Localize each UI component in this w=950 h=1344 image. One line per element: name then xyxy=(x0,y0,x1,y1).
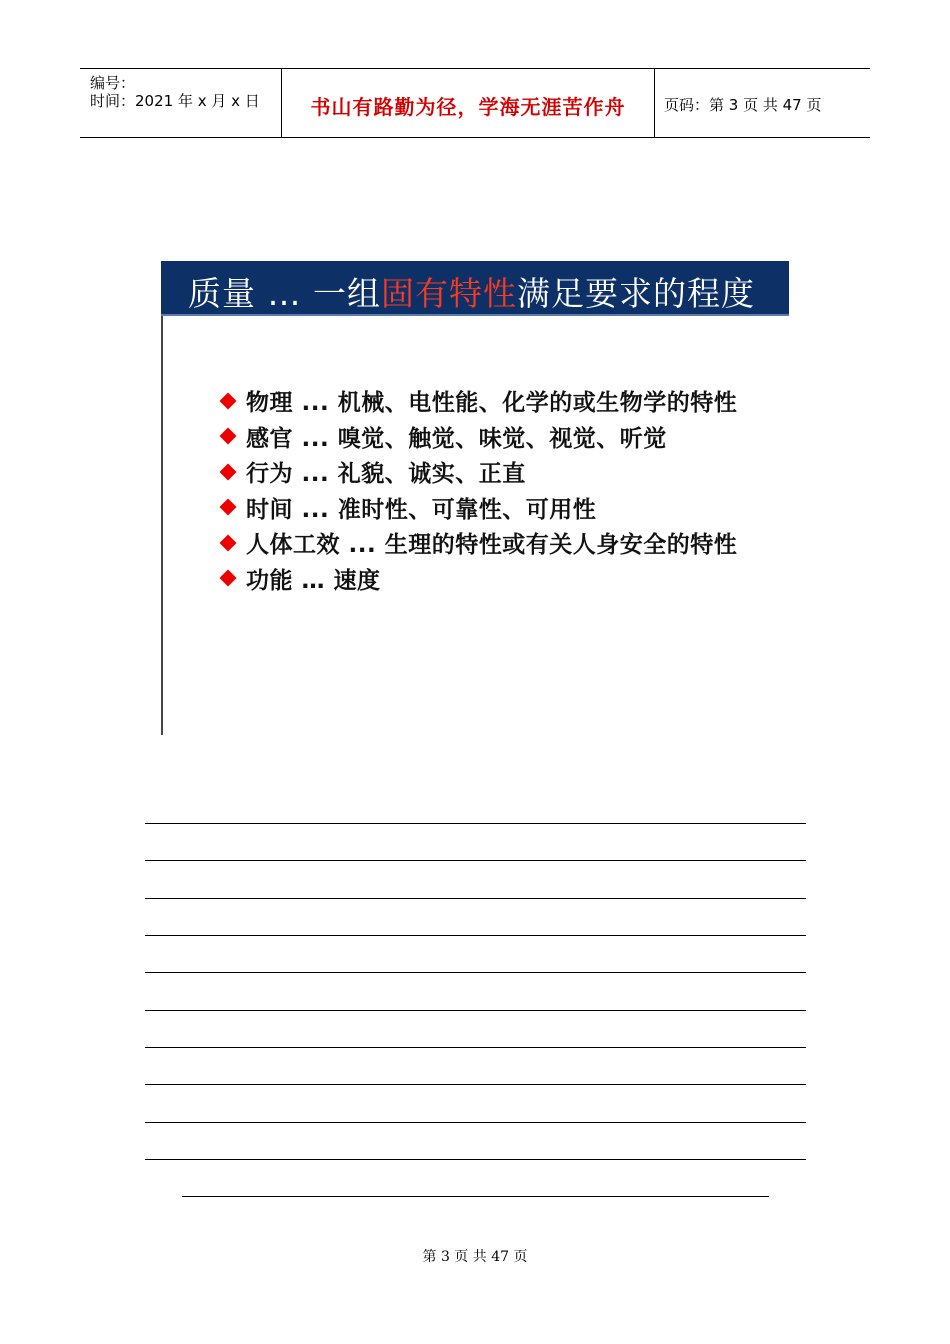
header-meta-cell xyxy=(80,69,280,137)
slide-bullet-list xyxy=(219,383,737,596)
note-line xyxy=(145,898,806,899)
note-line xyxy=(145,1010,806,1011)
header-page-cell xyxy=(654,69,870,137)
slide-left-border xyxy=(161,316,163,735)
note-line xyxy=(145,860,806,861)
note-line xyxy=(145,1084,806,1085)
bullet-text: 功能 … 速度 xyxy=(246,567,381,594)
bullet-item xyxy=(219,383,737,419)
document-number-label: 编号： xyxy=(90,74,136,92)
bullet-item xyxy=(219,419,737,455)
slide-title-bar xyxy=(161,261,789,316)
embedded-slide xyxy=(161,261,789,735)
header-motto: 书山有路勤为径，学海无涯苦作舟 xyxy=(310,95,626,119)
note-line xyxy=(182,1196,769,1197)
bullet-text: 时间 ... 准时性、可靠性、可用性 xyxy=(246,496,597,523)
diamond-bullet-icon xyxy=(220,570,237,587)
header-motto-cell xyxy=(281,69,655,137)
page-footer: 第 3 页 共 47 页 xyxy=(422,1249,528,1265)
bullet-text: 人体工效 ... 生理的特性或有关人身安全的特性 xyxy=(246,532,738,559)
bullet-item xyxy=(219,525,737,561)
bullet-item xyxy=(219,490,737,526)
note-line xyxy=(145,1122,806,1123)
bullet-text: 感官 ... 嗅觉、触觉、味觉、视觉、听觉 xyxy=(246,425,667,452)
document-header xyxy=(80,68,870,138)
slide-title-suffix: 满足要求的程度 xyxy=(516,274,755,313)
diamond-bullet-icon xyxy=(220,392,237,409)
note-line xyxy=(145,823,806,824)
diamond-bullet-icon xyxy=(220,463,237,480)
diamond-bullet-icon xyxy=(220,499,237,516)
note-line xyxy=(145,935,806,936)
bullet-text: 行为 ... 礼貌、诚实、正直 xyxy=(246,461,526,488)
diamond-bullet-icon xyxy=(220,428,237,445)
note-line xyxy=(145,1159,806,1160)
slide-title-prefix: 质量 … 一组 xyxy=(188,274,381,313)
diamond-bullet-icon xyxy=(220,534,237,551)
document-date-label: 时间：2021 年 x 月 x 日 xyxy=(90,92,260,110)
note-line xyxy=(145,1047,806,1048)
slide-title-highlight: 固有特性 xyxy=(380,274,517,313)
header-page-number: 页码：第 3 页 共 47 页 xyxy=(664,96,822,114)
bullet-item xyxy=(219,561,737,597)
note-line xyxy=(145,972,806,973)
slide-title xyxy=(188,268,755,315)
bullet-text: 物理 ... 机械、电性能、化学的或生物学的特性 xyxy=(246,390,738,417)
bullet-item xyxy=(219,454,737,490)
